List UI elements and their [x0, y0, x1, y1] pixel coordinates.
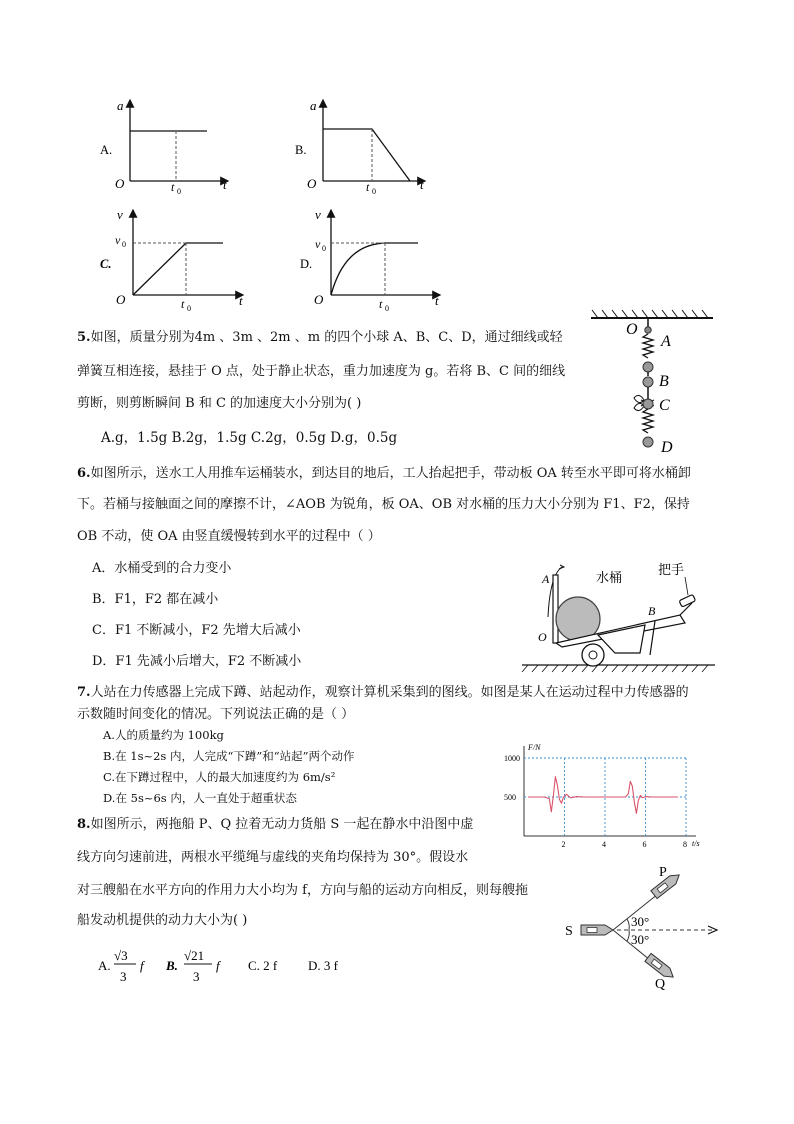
q8-option-a-den: 3	[120, 969, 127, 984]
graph-d-t0: t	[379, 297, 383, 311]
graph-c-axis-x: t	[239, 293, 243, 308]
q5-fig-c: C	[659, 397, 670, 414]
q7-option-d: D.在 5s~6s 内，人一直处于超重状态	[103, 791, 297, 805]
graph-c-origin: O	[116, 292, 126, 307]
graph-a-origin: O	[115, 176, 125, 191]
q6-figure	[520, 555, 720, 675]
q6-option-c: C．F1 不断减小，F2 先增大后减小	[92, 623, 301, 638]
graph-d	[300, 207, 440, 312]
q8-figure	[555, 862, 725, 992]
q8-line4: 船发动机提供的动力大小为( )	[77, 913, 248, 928]
chart-y-tick-label: 500	[504, 793, 516, 802]
graph-b-axis-x: t	[420, 177, 424, 192]
q6-fig-a: A	[542, 572, 550, 586]
graph-c-axis-y: v	[117, 207, 123, 222]
graph-c	[100, 207, 243, 312]
graph-b-t0: t	[366, 180, 370, 194]
q6-option-b: B．F1，F2 都在减小	[92, 592, 219, 607]
option-graphs	[95, 92, 455, 312]
q8-fig-s: S	[565, 924, 573, 939]
q6-text-1: 如图所示，送水工人用推车运桶装水，到达目的地后，工人抬起把手，带动板 OA 转至水平即可将水桶卸	[90, 466, 691, 481]
q5-text-1: 如图，质量分别为4m 、3m 、2m 、m 的四个小球 A、B、C、D，通过细线或轻	[90, 330, 563, 345]
graph-b	[295, 98, 425, 196]
chart-y-axis-label: F/N	[528, 743, 541, 752]
q8-fig-p: P	[659, 865, 667, 880]
q6-fig-handle: 把手	[658, 562, 685, 577]
q5-line2: 弹簧互相连接，悬挂于 O 点，处于静止状态，重力加速度为 g。若将 B、C 间的细线	[77, 364, 566, 379]
graph-d-t0-sub: 0	[385, 304, 389, 312]
q6-line1	[77, 466, 691, 482]
q5-figure	[588, 306, 718, 456]
q8-option-d: D. 3 f	[308, 958, 338, 973]
graph-d-label: D.	[300, 257, 313, 271]
q7-option-c: C.在下蹲过程中，人的最大加速度约为 6m/s²	[103, 770, 336, 784]
q5-number: 5.	[77, 330, 91, 345]
q6-line3: OB 不动，使 OA 由竖直缓慢转到水平的过程中（ ）	[77, 529, 381, 544]
q5-fig-b: B	[659, 373, 669, 390]
graph-c-t0: t	[181, 297, 185, 311]
chart-y-tick-label: 1000	[504, 754, 520, 763]
q8-line3: 对三艘船在水平方向的作用力大小均为 f，方向与船的运动方向相反，则每艘拖	[77, 883, 528, 898]
q5-fig-a: A	[661, 333, 671, 350]
graph-a-t0: t	[171, 180, 175, 194]
q6-option-a: A．水桶受到的合力变小	[92, 561, 232, 576]
q8-line1	[77, 817, 473, 833]
q8-fig-q: Q	[655, 977, 666, 992]
q8-option-b-f: f	[216, 958, 220, 973]
graph-c-v0: v	[115, 233, 121, 247]
graph-a-axis-x: t	[223, 177, 227, 192]
q7-line2: 示数随时间变化的情况。下列说法正确的是（ ）	[77, 707, 355, 722]
q7-force-chart	[496, 738, 706, 856]
q8-fig-angle2: 30°	[631, 932, 650, 947]
q6-line2: 下。若桶与接触面之间的摩擦不计，∠AOB 为锐角，板 OA、OB 对水桶的压力大小分别为 F1、F2，保持	[77, 497, 690, 512]
graph-c-label: C.	[100, 257, 112, 271]
graph-d-v0-sub: 0	[322, 244, 326, 253]
q6-fig-b: B	[648, 604, 656, 618]
chart-x-tick-label: 4	[602, 840, 606, 849]
graph-c-v0-sub: 0	[122, 240, 126, 249]
graph-b-origin: O	[307, 176, 317, 191]
graph-d-origin: O	[314, 292, 324, 307]
graph-a-label: A.	[100, 143, 113, 157]
q8-option-a-label: A.	[98, 958, 111, 973]
graph-b-t0-sub: 0	[372, 187, 376, 196]
q8-fig-angle1: 30°	[631, 914, 650, 929]
q5-line3: 剪断，则剪断瞬间 B 和 C 的加速度大小分别为( )	[77, 396, 362, 411]
q8-text-1: 如图所示，两拖船 P、Q 拉着无动力货船 S 一起在静水中沿图中虚	[90, 817, 474, 832]
q8-option-b-label: B.	[166, 958, 178, 973]
q5-fig-o: O	[626, 321, 638, 338]
q8-option-b-den: 3	[193, 969, 200, 984]
q7-line1	[77, 685, 689, 701]
q6-fig-o: O	[538, 630, 547, 644]
q5-options: A.g，1.5g B.2g，1.5g C.2g，0.5g D.g，0.5g	[101, 430, 398, 446]
q8-options	[98, 942, 368, 990]
graph-a-t0-sub: 0	[177, 187, 181, 196]
graph-a-axis-y: a	[117, 98, 124, 113]
graph-c-t0-sub: 0	[187, 304, 191, 312]
graph-b-label: B.	[295, 143, 307, 157]
q5-line1	[77, 330, 563, 346]
graph-b-axis-y: a	[310, 98, 317, 113]
graph-d-v0: v	[315, 237, 321, 251]
q8-option-c: C. 2 f	[248, 958, 278, 973]
graph-d-axis-y: v	[315, 207, 321, 222]
q8-option-a-num: √3	[114, 948, 128, 963]
chart-x-tick-label: 6	[642, 840, 647, 849]
chart-x-axis-label: t/s	[692, 839, 700, 848]
q7-text-1: 人站在力传感器上完成下蹲、站起动作，观察计算机采集到的图线。如图是某人在运动过程中力传感器的	[90, 685, 689, 700]
q6-number: 6.	[77, 466, 91, 481]
q6-fig-bucket: 水桶	[596, 570, 623, 585]
chart-x-tick-label: 2	[561, 840, 566, 849]
q5-fig-d: D	[661, 439, 673, 456]
chart-series-line	[528, 777, 678, 814]
q8-number: 8.	[77, 817, 91, 832]
q8-option-b-num: √21	[184, 948, 205, 963]
q7-option-b: B.在 1s~2s 内，人完成“下蹲”和“站起”两个动作	[103, 749, 355, 763]
q7-number: 7.	[77, 685, 91, 700]
chart-x-tick-label: 8	[683, 840, 687, 849]
graph-d-axis-x: t	[435, 293, 439, 308]
q6-option-d: D．F1 先减小后增大，F2 不断减小	[92, 654, 302, 669]
q7-option-a: A.人的质量约为 100kg	[103, 728, 224, 742]
q8-option-a-f: f	[140, 958, 144, 973]
q8-line2: 线方向匀速前进，两根水平缆绳与虚线的夹角均保持为 30°。假设水	[77, 850, 469, 865]
graph-a	[100, 98, 228, 196]
